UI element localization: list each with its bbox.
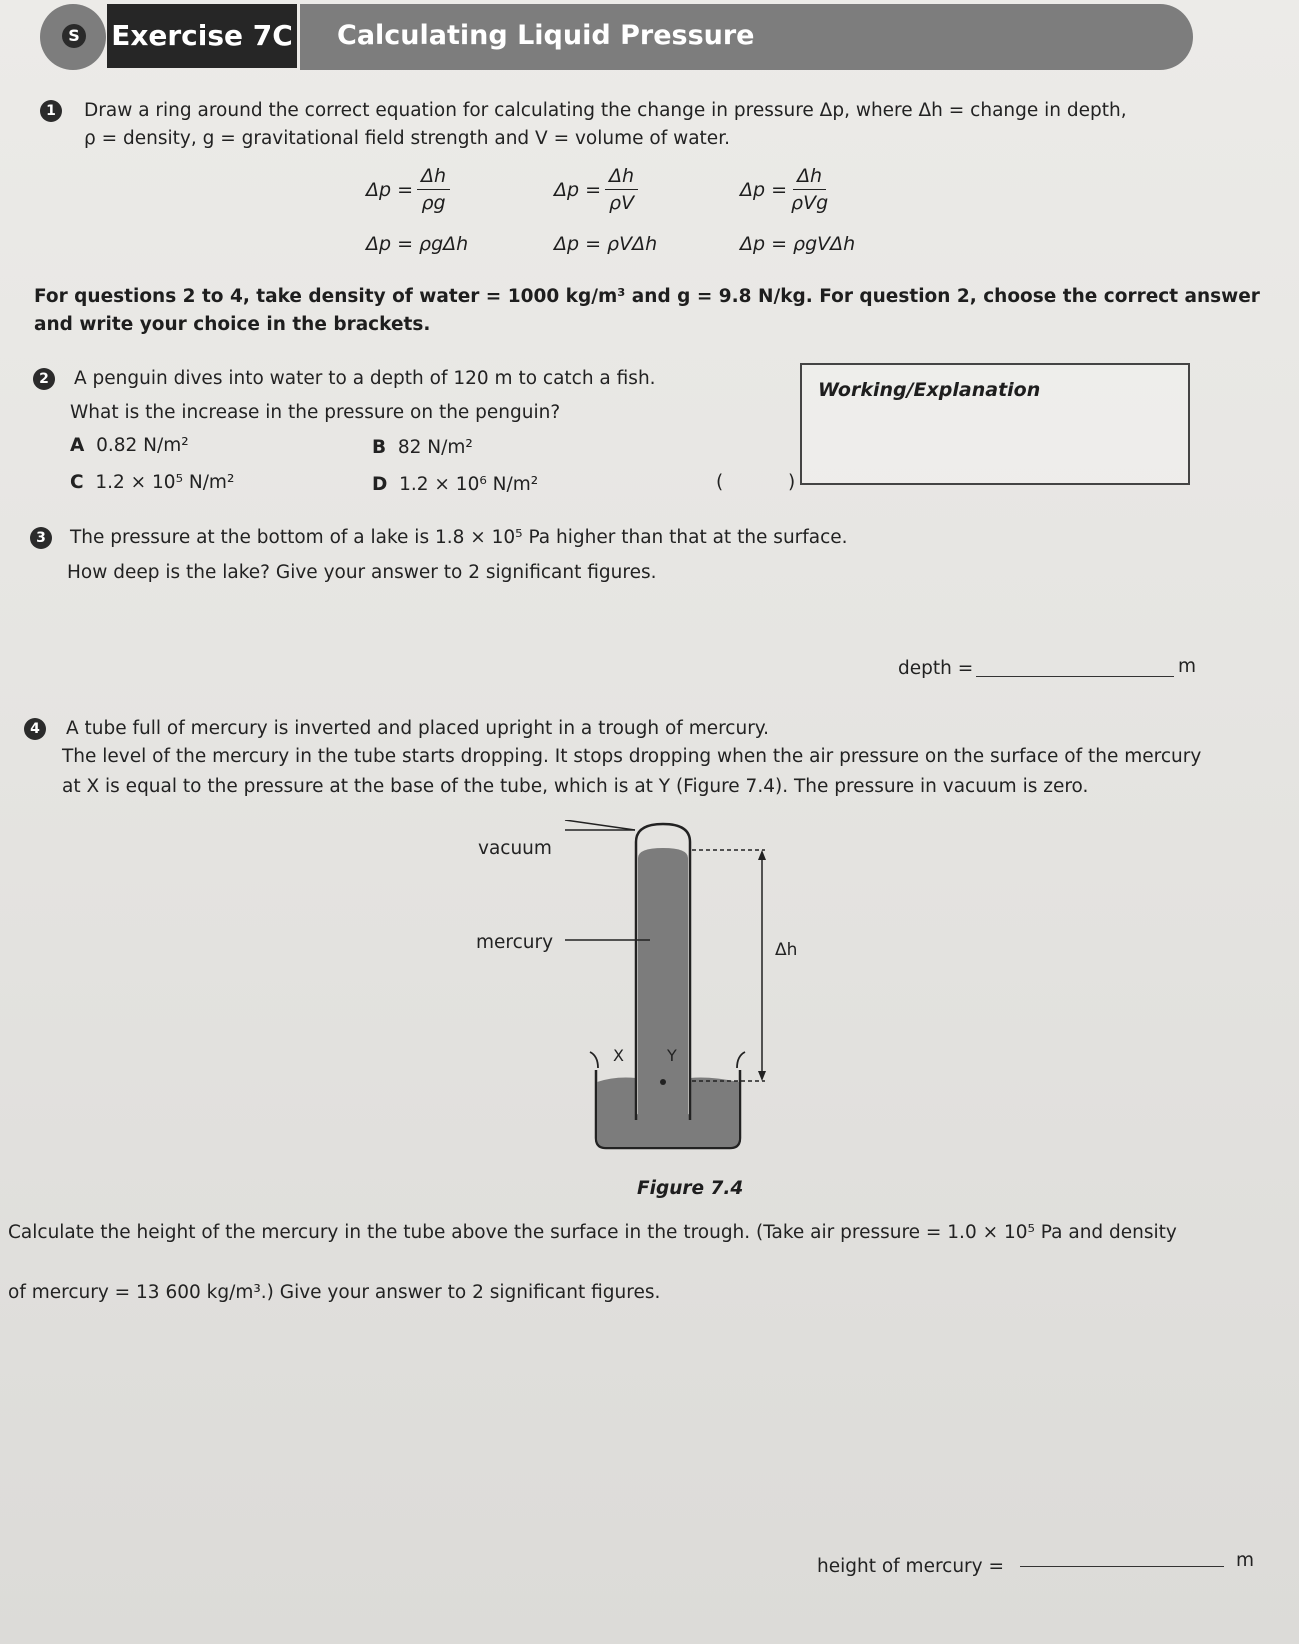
q2-line2: What is the increase in the pressure on the penguin? [70, 402, 561, 423]
equation-option-1[interactable]: Δp = $\frac{\Delta h}{\rho g}$ [366, 165, 450, 214]
depth-answer-label: depth = [898, 658, 974, 679]
q2-option-c[interactable]: C 1.2 × 10⁵ N/m² [70, 472, 235, 493]
vacuum-pointer [565, 820, 635, 830]
depth-answer-line[interactable] [976, 676, 1174, 677]
q1-number-badge: 1 [40, 100, 62, 122]
instructions-line2: and write your choice in the brackets. [34, 314, 431, 335]
header-badge: S [62, 24, 86, 48]
q3-number-badge: 3 [30, 527, 52, 549]
figure-label-vacuum: vacuum [478, 838, 552, 859]
q2-answer-bracket-open: ( [716, 472, 724, 493]
depth-unit: m [1178, 656, 1197, 677]
q4-calc-line2: of mercury = 13 600 kg/m³.) Give your answer to 2 significant figures. [8, 1282, 661, 1303]
q1-line1: Draw a ring around the correct equation for calculating the change in pressure Δp, where Δh = change in depth, [84, 100, 1127, 121]
instructions-line1: For questions 2 to 4, take density of water = 1000 kg/m³ and g = 9.8 N/kg. For question 2, choose the correct answer [34, 286, 1260, 307]
q4-number-badge: 4 [24, 718, 46, 740]
working-explanation-label: Working/Explanation [818, 379, 1041, 401]
exercise-label: Exercise 7C [107, 4, 297, 68]
q2-number-badge: 2 [33, 368, 55, 390]
equation-option-3[interactable]: Δp = $\frac{\Delta h}{\text{ρVg}}$ [740, 165, 829, 214]
q2-option-d[interactable]: D 1.2 × 10⁶ N/m² [372, 474, 539, 495]
q2-option-a[interactable]: A 0.82 N/m² [70, 435, 189, 456]
q4-line1: A tube full of mercury is inverted and placed upright in a trough of mercury. [66, 718, 769, 739]
q4-line3: at X is equal to the pressure at the base of the tube, which is at Y (Figure 7.4). The pressure in vacuum is zero. [62, 776, 1089, 797]
height-answer-line[interactable] [1020, 1566, 1224, 1567]
q4-calc-line1: Calculate the height of the mercury in the tube above the surface in the trough. (Take air pressure = 1.0 × 10⁵ Pa and density [8, 1222, 1177, 1243]
barometer-figure [440, 820, 820, 1150]
q1-line2: ρ = density, g = gravitational field strength and V = volume of water. [84, 128, 730, 149]
y-point [660, 1079, 666, 1085]
figure-caption: Figure 7.4 [637, 1178, 744, 1199]
q2-answer-bracket-close: ) [788, 472, 796, 493]
figure-label-mercury: mercury [476, 932, 554, 953]
q2-answer-field[interactable] [732, 470, 784, 496]
equation-option-4[interactable]: Δp = ρgΔh [366, 233, 469, 255]
figure-label-y: Y [667, 1046, 677, 1065]
working-explanation-box[interactable] [800, 363, 1190, 485]
height-answer-label: height of mercury = [817, 1556, 1004, 1577]
figure-label-x: X [613, 1046, 624, 1065]
q2-option-b[interactable]: B 82 N/m² [372, 437, 473, 458]
q2-line1: A penguin dives into water to a depth of 120 m to catch a fish. [74, 368, 656, 389]
page-title: Calculating Liquid Pressure [337, 20, 755, 51]
height-unit: m [1236, 1550, 1255, 1571]
equation-option-2[interactable]: Δp = $\frac{\Delta h}{\rho V}$ [554, 165, 638, 214]
q3-line1: The pressure at the bottom of a lake is 1.8 × 10⁵ Pa higher than that at the surface. [70, 527, 848, 548]
x-marker [590, 1052, 598, 1068]
equation-option-5[interactable]: Δp = ρVΔh [554, 233, 658, 255]
equation-option-6[interactable]: Δp = ρgVΔh [740, 233, 856, 255]
q4-line2: The level of the mercury in the tube starts dropping. It stops dropping when the air pressure on the surface of the mercury [62, 746, 1202, 767]
q3-line2: How deep is the lake? Give your answer to 2 significant figures. [67, 562, 657, 583]
figure-label-dh: Δh [775, 940, 798, 960]
